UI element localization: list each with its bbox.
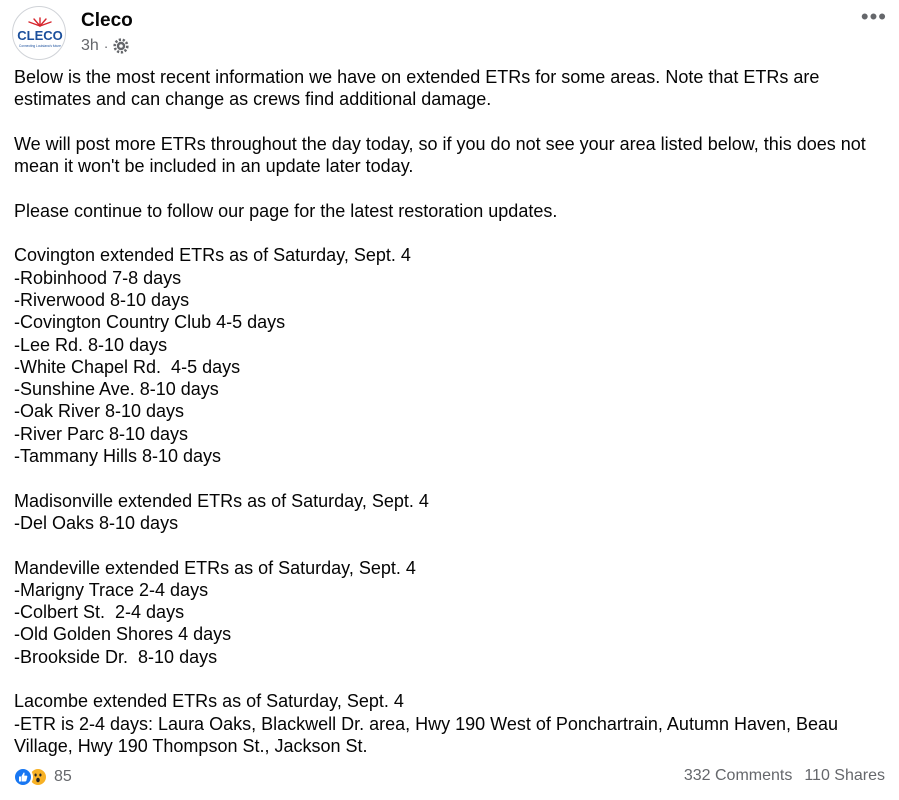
- post-time[interactable]: 3h: [81, 37, 99, 54]
- post-line: -ETR is 2-4 days: Laura Oaks, Blackwell Dr. area, Hwy 190 West of Ponchartrain, Autumn Haven, Beau Village, Hwy 190 Thompson St., Jackson St.: [14, 713, 844, 756]
- post-line: -Old Golden Shores 4 days: [14, 624, 232, 645]
- like-icon: [13, 767, 33, 787]
- engagement-counts: [684, 767, 885, 785]
- reactions-summary[interactable]: [13, 767, 72, 787]
- post-line: Madisonville extended ETRs as of Saturday, Sept. 4: [14, 490, 429, 511]
- post-line: -Marigny Trace 2-4 days: [14, 579, 209, 600]
- more-options-icon[interactable]: •••: [860, 4, 887, 29]
- post-line: -Lee Rd. 8-10 days: [14, 334, 168, 355]
- post-paragraph: [14, 66, 888, 111]
- post-author[interactable]: Cleco: [81, 10, 133, 31]
- post-line: -River Parc 8-10 days: [14, 423, 189, 444]
- post-paragraph: [14, 244, 888, 467]
- post-line: -Del Oaks 8-10 days: [14, 512, 179, 533]
- post-line: -Colbert St. 2-4 days: [14, 602, 185, 623]
- post-line: We will post more ETRs throughout the day today, so if you do not see your area listed below, this does not mean it won't be included in an update later today.: [14, 133, 871, 177]
- post-line: Mandeville extended ETRs as of Saturday, Sept. 4: [14, 557, 416, 578]
- post-paragraph: [14, 490, 888, 535]
- post-paragraph: [14, 557, 888, 668]
- post-line: Please continue to follow our page for the latest restoration updates.: [14, 200, 558, 221]
- post-line: -Oak River 8-10 days: [14, 401, 185, 422]
- comments-link[interactable]: 332 Comments: [683, 767, 793, 784]
- post-footer: [0, 764, 899, 792]
- post-line: -Covington Country Club 4-5 days: [14, 312, 286, 333]
- post-paragraph: [14, 200, 888, 222]
- meta-separator: ·: [103, 38, 109, 54]
- post-line: -White Chapel Rd. 4-5 days: [14, 356, 241, 377]
- shares-link[interactable]: 110 Shares: [804, 767, 885, 784]
- reaction-count: 85: [54, 768, 72, 785]
- post-line: -Sunshine Ave. 8-10 days: [14, 379, 219, 400]
- post-line: -Robinhood 7-8 days: [14, 267, 182, 288]
- post-line: Below is the most recent information we have on extended ETRs for some areas. Note that ETRs are estimates and can change as crews find additional damage.: [14, 67, 825, 110]
- post-text: [14, 66, 888, 757]
- cleco-logo-icon: [13, 7, 66, 60]
- post-paragraph: [14, 690, 888, 757]
- post-line: -Riverwood 8-10 days: [14, 289, 190, 310]
- logo-tagline: Connecting Louisiana's future: [19, 44, 61, 48]
- post-line: Lacombe extended ETRs as of Saturday, Sept. 4: [14, 691, 404, 712]
- post-line: Covington extended ETRs as of Saturday, Sept. 4: [14, 245, 411, 266]
- post-header: [0, 0, 899, 62]
- post-meta: [81, 37, 129, 55]
- gear-icon[interactable]: [113, 38, 129, 54]
- logo-text: CLECO: [17, 28, 63, 43]
- post-line: -Tammany Hills 8-10 days: [14, 446, 222, 467]
- post-paragraph: [14, 133, 888, 178]
- post-line: -Brookside Dr. 8-10 days: [14, 646, 218, 667]
- cleco-logo-avatar[interactable]: [12, 6, 66, 60]
